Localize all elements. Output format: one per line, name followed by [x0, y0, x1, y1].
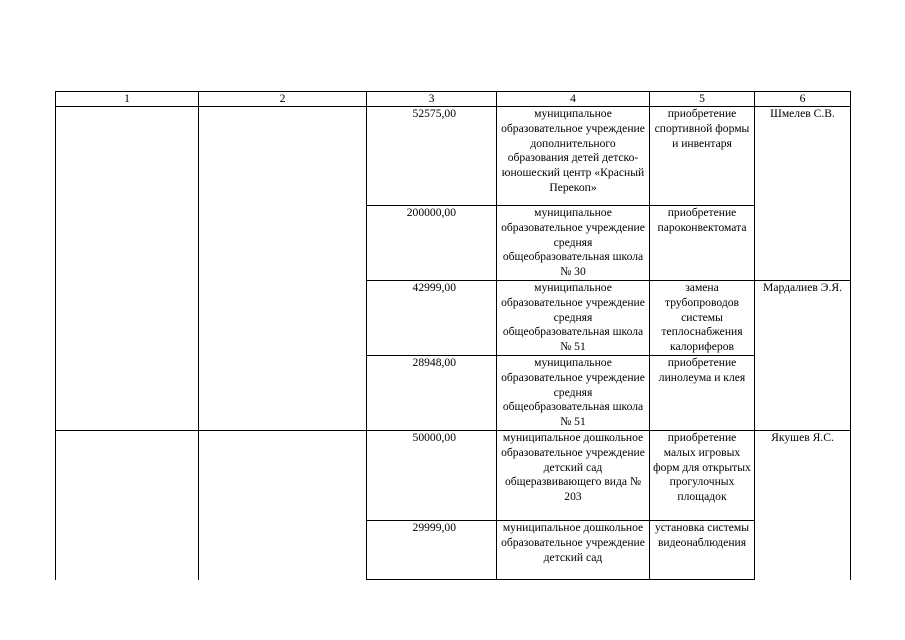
institution-text: муниципальное образовательное учреждение средняя общеобразовательная школа № 51 — [501, 356, 645, 429]
responsible-text: Якушев Я.С. — [771, 431, 834, 444]
amount-cell: 42999,00 — [367, 281, 497, 356]
responsible-cell — [755, 107, 851, 281]
purpose-text: приобретение спортивной формы и инвентаря — [654, 107, 750, 150]
institution-text: муниципальное образовательное учреждение дополнительного образования детей детско-юношеский центр «Красный Перекоп» — [501, 107, 645, 194]
column-header-5: 5 — [650, 92, 755, 107]
amount-cell: 200000,00 — [367, 206, 497, 281]
purpose-text: приобретение малых игровых форм для открытых прогулочных площадок — [653, 431, 751, 504]
budget-allocation-table — [55, 91, 851, 580]
column-header-2: 2 — [199, 92, 367, 107]
purpose-text: приобретение пароконвектомата — [657, 206, 747, 234]
institution-cell — [497, 356, 650, 431]
table-header-row — [56, 92, 851, 107]
table-row — [56, 107, 851, 206]
purpose-cell — [650, 356, 755, 431]
purpose-cell — [650, 206, 755, 281]
group1-col1-cell — [56, 107, 199, 431]
column-header-6: 6 — [755, 92, 851, 107]
institution-cell — [497, 521, 650, 580]
purpose-cell — [650, 107, 755, 206]
responsible-cell — [755, 281, 851, 431]
group2-col2-cell — [199, 431, 367, 580]
purpose-text: приобретение линолеума и клея — [658, 356, 746, 384]
institution-text: муниципальное образовательное учреждение средняя общеобразовательная школа № 51 — [501, 281, 645, 354]
amount-cell: 52575,00 — [367, 107, 497, 206]
responsible-text: Мардалиев Э.Я. — [763, 281, 842, 294]
purpose-cell — [650, 521, 755, 580]
institution-cell — [497, 281, 650, 356]
amount-cell: 29999,00 — [367, 521, 497, 580]
purpose-text: установка системы видеонаблюдения — [654, 521, 750, 549]
column-header-1: 1 — [56, 92, 199, 107]
group1-col2-cell — [199, 107, 367, 431]
purpose-text: замена трубопроводов системы теплоснабжения калориферов — [661, 281, 743, 354]
institution-cell — [497, 431, 650, 521]
institution-cell — [497, 206, 650, 281]
amount-cell: 50000,00 — [367, 431, 497, 521]
institution-text: муниципальное дошкольное образовательное учреждение детский сад общеразвивающего вида № 203 — [501, 431, 645, 504]
purpose-cell — [650, 281, 755, 356]
institution-text: муниципальное дошкольное образовательное учреждение детский сад — [501, 521, 645, 564]
column-header-3: 3 — [367, 92, 497, 107]
institution-cell — [497, 107, 650, 206]
table-row — [56, 431, 851, 521]
responsible-text: Шмелев С.В. — [770, 107, 835, 120]
purpose-cell — [650, 431, 755, 521]
amount-cell: 28948,00 — [367, 356, 497, 431]
responsible-cell — [755, 431, 851, 580]
institution-text: муниципальное образовательное учреждение средняя общеобразовательная школа № 30 — [501, 206, 645, 279]
group2-col1-cell — [56, 431, 199, 580]
column-header-4: 4 — [497, 92, 650, 107]
